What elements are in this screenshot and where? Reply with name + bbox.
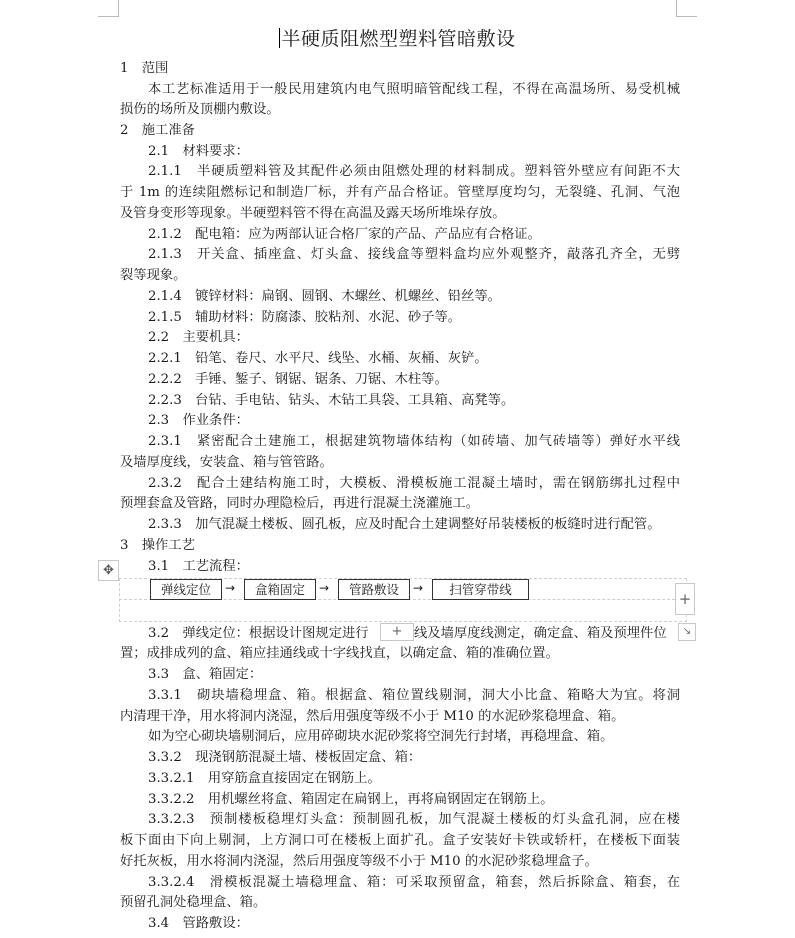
- table-move-handle[interactable]: ✥: [98, 560, 119, 581]
- crop-mark-left: [118, 0, 119, 16]
- paragraph-line: 2.3.1 紧密配合土建施工，根据建筑物墙体结构（如砖墙、加气砖墙等）弹好水平线: [148, 434, 680, 449]
- title-text: 半硬质阻燃型塑料管暗敷设: [281, 28, 516, 50]
- paragraph-line: 2.1.3 开关盒、插座盒、灯头盒、接线盒等塑料盒均应外观整齐，敲落孔齐全，无劈: [148, 247, 680, 262]
- paragraph-line: 3 操作工艺: [120, 538, 195, 553]
- paragraph-line: 2.3.3 加气混凝土楼板、圆孔板，应及时配合土建调整好吊装楼板的板缝时进行配管。: [148, 517, 661, 532]
- paragraph-line: 3.3.2 现浇钢筋混凝土墙、楼板固定盒、箱：: [148, 750, 422, 765]
- crop-mark-left-h: [98, 16, 119, 17]
- paragraph-line: 2.2.1 铅笔、卷尺、水平尺、线坠、水桶、灰桶、灰铲。: [148, 351, 488, 366]
- document-title[interactable]: [0, 24, 795, 51]
- paragraph-line: 1 范围: [120, 61, 169, 76]
- flow-step: 弹线定位: [150, 579, 222, 600]
- paragraph-line: 2.3 作业条件：: [148, 413, 249, 428]
- flow-step: 盒箱固定: [244, 579, 316, 600]
- crop-mark-right-h: [676, 16, 697, 17]
- paragraph-line: 2.2.2 手锤、錾子、钢锯、锯条、刀锯、木柱等。: [148, 372, 448, 387]
- add-row-button[interactable]: +: [380, 623, 414, 641]
- paragraph-line: 预留孔洞处稳埋盒、箱。: [120, 895, 267, 910]
- crop-mark-right: [676, 0, 677, 16]
- paragraph-line: 预埋套盒及管路，同时办理隐检后，再进行混凝土浇灌施工。: [120, 496, 480, 511]
- paragraph-line: 2.1.4 镀锌材料：扁钢、圆钢、木螺丝、机螺丝、铅丝等。: [148, 289, 501, 304]
- paragraph-line: 2.1.1 半硬质塑料管及其配件必须由阻燃处理的材料制成。塑料管外壁应有间距不大: [148, 164, 680, 179]
- flow-arrow: →: [224, 581, 236, 595]
- paragraph-line: 2.2.3 台钻、手电钻、钻头、木钻工具袋、工具箱、高凳等。: [148, 393, 515, 408]
- paragraph-line: 3.4 管路敷设：: [148, 916, 249, 931]
- paragraph-line: 3.3.2.3 预制楼板稳埋灯头盒：预制圆孔板，加气混凝土楼板的灯头盒孔洞，应在楼: [148, 812, 680, 827]
- paragraph-line: 3.3.2.2 用机螺丝将盒、箱固定在扁钢上，再将扁钢固定在钢筋上。: [148, 792, 554, 807]
- add-column-button[interactable]: +: [675, 583, 695, 615]
- paragraph-line: 3.1 工艺流程：: [148, 559, 249, 574]
- paragraph-line: 3.3.2.1 用穿筋盒直接固定在钢筋上。: [148, 771, 381, 786]
- paragraph-line: 于 1m 的连续阻燃标记和制造厂标，并有产品合格证。管壁厚度均匀，无裂缝、孔洞、气泡: [120, 185, 680, 200]
- paragraph-line: 3.3 盒、箱固定：: [148, 667, 263, 682]
- paragraph-line: 如为空心砌块墙剔洞后，应用碎砌块水泥砂浆将空洞先行封堵，再稳埋盒、箱。: [148, 729, 614, 744]
- paragraph-line: 裂等现象。: [120, 268, 187, 283]
- paragraph-line: 线及墙厚度线测定，确定盒、箱及预埋件位: [414, 626, 667, 641]
- paragraph-line: 板下面由下向上剔洞，上方洞口可在楼板上面扩孔。盒子安装好卡铁或轿杆，在楼板下面装: [120, 833, 680, 848]
- flow-arrow: →: [412, 581, 424, 595]
- flow-step: 管路敷设: [338, 579, 410, 600]
- paragraph-line: 本工艺标准适用于一般民用建筑内电气照明暗管配线工程，不得在高温场所、易受机械: [148, 82, 680, 97]
- paragraph-line: 好托灰板，用水将洞内浇湿，然后用强度等级不小于 M10 的水泥砂浆稳埋盒子。: [120, 854, 598, 869]
- paragraph-line: 2 施工准备: [120, 123, 195, 138]
- paragraph-line: 2.1 材料要求：: [148, 144, 249, 159]
- paragraph-line: 及管身变形等现象。半硬塑料管不得在高温及露天场所堆垛存放。: [120, 206, 506, 221]
- paragraph-line: 3.2 弹线定位：根据设计图规定进行: [148, 626, 369, 641]
- paragraph-line: 3.3.1 砌块墙稳埋盒、箱。根据盒、箱位置线剔洞，洞大小比盒、箱略大为宜。将洞: [148, 688, 680, 703]
- paragraph-line: 损伤的场所及顶棚内敷设。: [120, 102, 280, 117]
- paragraph-line: 2.1.2 配电箱：应为两部认证合格厂家的产品、产品应有合格证。: [148, 227, 541, 242]
- paragraph-line: 2.3.2 配合土建结构施工时，大模板、滑模板施工混凝土墙时，需在钢筋绑扎过程中: [148, 476, 680, 491]
- flow-arrow: →: [318, 581, 330, 595]
- paragraph-line: 内清理干净，用水将洞内浇湿，然后用强度等级不小于 M10 的水泥砂浆稳埋盒、箱。: [120, 709, 625, 724]
- paragraph-line: 2.1.5 辅助材料：防腐漆、胶粘剂、水泥、砂子等。: [148, 310, 462, 325]
- paragraph-line: 3.3.2.4 滑模板混凝土墙稳埋盒、箱：可采取预留盒，箱套，然后拆除盒、箱套，在: [148, 875, 680, 890]
- paragraph-line: 2.2 主要机具：: [148, 330, 249, 345]
- paragraph-line: 置；成排成列的盒、箱应挂通线或十字线找直，以确定盒、箱的准确位置。: [120, 646, 559, 661]
- paragraph-line: 及墙厚度线，安装盒、箱与管管路。: [120, 455, 333, 470]
- flow-step: 扫管穿带线: [432, 579, 529, 600]
- table-resize-handle[interactable]: ↘: [678, 623, 696, 641]
